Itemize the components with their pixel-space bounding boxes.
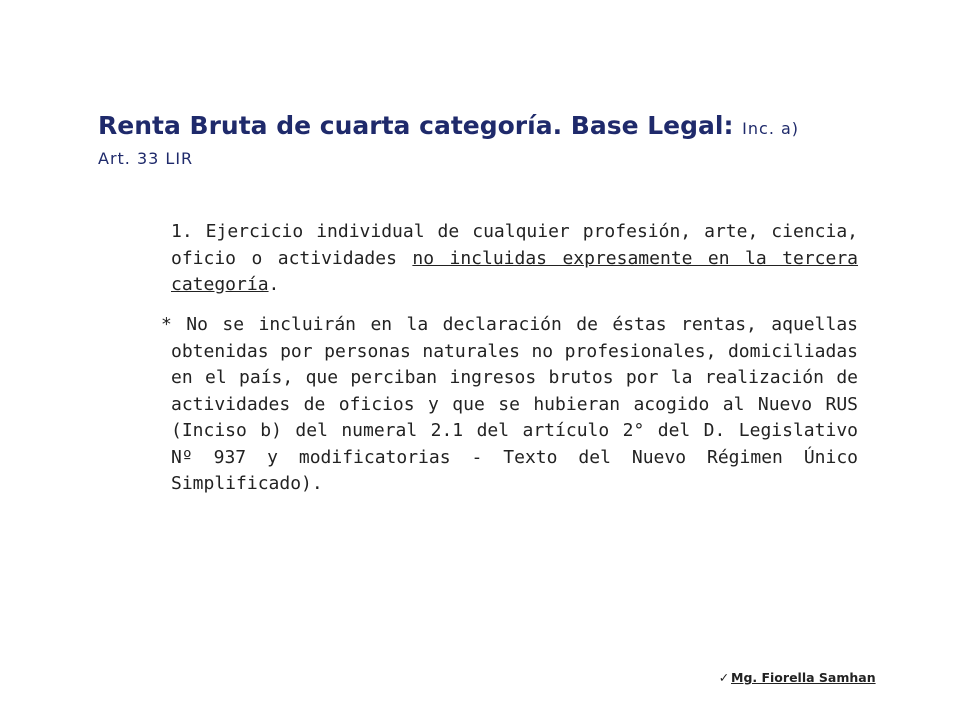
author-credit xyxy=(718,670,876,685)
title-main: Renta Bruta de cuarta categoría. Base Legal: xyxy=(98,111,734,140)
check-icon: ✓ xyxy=(718,670,730,685)
paragraph-1-underlined: no incluidas expresamente en la tercera categoría xyxy=(171,247,859,295)
author-name: Mg. Fiorella Samhan xyxy=(731,670,876,685)
paragraph-1-lead: 1. Ejercicio individual de cualquier profesión, arte, ciencia, oficio o actividades xyxy=(171,221,858,269)
paragraph-1-end: . xyxy=(268,274,280,295)
title-line xyxy=(98,106,858,149)
title-inc: Inc. a) xyxy=(742,119,800,138)
title-article: Art. 33 LIR xyxy=(98,149,194,168)
slide-title xyxy=(98,106,858,169)
paragraph-1 xyxy=(171,219,858,299)
paragraph-2: * No se incluirán en la declaración de éstas rentas, aquellas obtenidas por personas naturales no profesionales, domiciliadas en el país, que perciban ingresos brutos por la realización de actividades de oficios y que se hubieran acogido al Nuevo RUS (Inciso b) del numeral 2.1 del artículo 2° del D. Legislativo Nº 937 y modificatorias - Texto del Nuevo Régimen Único Simplificado). xyxy=(161,314,858,494)
